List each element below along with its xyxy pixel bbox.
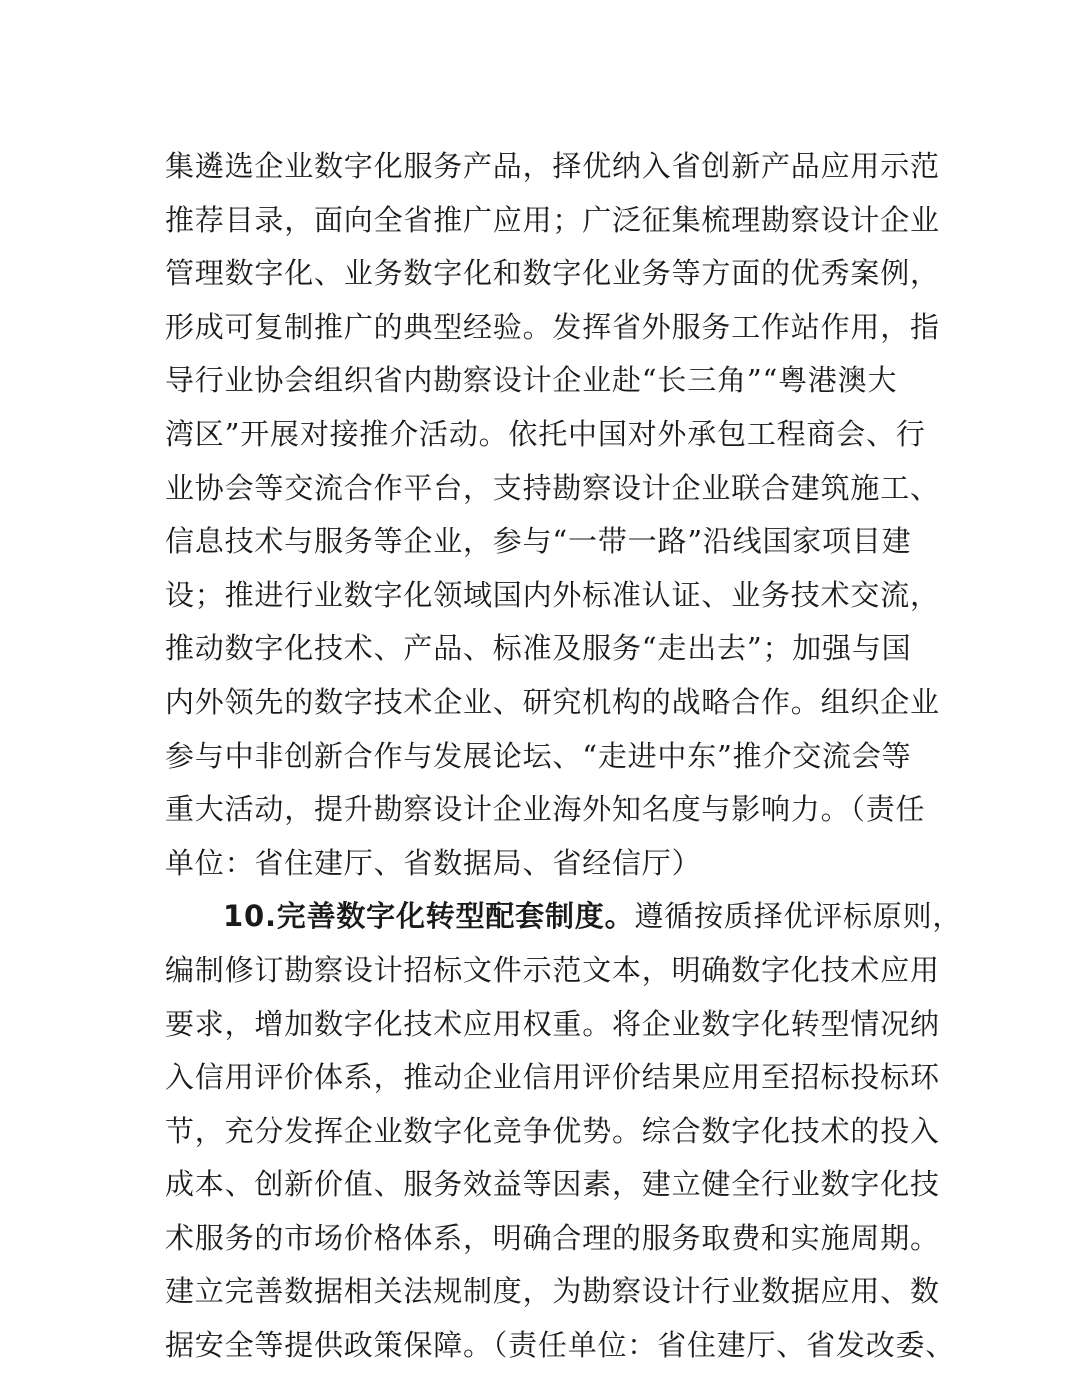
text-line: 建立完善数据相关法规制度，为勘察设计行业数据应用、数 bbox=[165, 1274, 940, 1309]
text-line: 节，充分发挥企业数字化竞争优势。综合数字化技术的投入 bbox=[165, 1113, 940, 1148]
section-heading: 10.完善数字化转型配套制度。 bbox=[223, 899, 635, 934]
text-line: 湾区”开展对接推介活动。依托中国对外承包工程商会、行 bbox=[165, 416, 926, 451]
paragraph-prev bbox=[165, 140, 940, 890]
text-line: 成本、创新价值、服务效益等因素，建立健全行业数字化技 bbox=[165, 1167, 940, 1202]
text-line: 参与中非创新合作与发展论坛、“走进中东”推介交流会等 bbox=[165, 738, 912, 773]
section-first-line-text: 遵循按质择优评标原则， bbox=[634, 899, 963, 934]
text-line: 推荐目录，面向全省推广应用；广泛征集梳理勘察设计企业 bbox=[165, 202, 940, 237]
text-line: 要求，增加数字化技术应用权重。将企业数字化转型情况纳 bbox=[165, 1006, 940, 1041]
text-line: 重大活动，提升勘察设计企业海外知名度与影响力。（责任 bbox=[165, 792, 926, 827]
text-line: 信息技术与服务等企业，参与“一带一路”沿线国家项目建 bbox=[165, 524, 912, 559]
text-line: 管理数字化、业务数字化和数字化业务等方面的优秀案例， bbox=[165, 256, 940, 291]
text-line: 内外领先的数字技术企业、研究机构的战略合作。组织企业 bbox=[165, 684, 940, 719]
text-line: 形成可复制推广的典型经验。发挥省外服务工作站作用，指 bbox=[165, 309, 940, 344]
document-body bbox=[165, 140, 963, 1373]
text-line: 单位：省住建厅、省数据局、省经信厅） bbox=[165, 845, 702, 880]
text-line: 推动数字化技术、产品、标准及服务“走出去”；加强与国 bbox=[165, 631, 912, 666]
section-10 bbox=[165, 890, 963, 1372]
section-heading-line bbox=[165, 890, 963, 944]
text-line: 导行业协会组织省内勘察设计企业赴“长三角”“粤港澳大 bbox=[165, 363, 898, 398]
text-line: 编制修订勘察设计招标文件示范文本，明确数字化技术应用 bbox=[165, 952, 940, 987]
text-line: 入信用评价体系，推动企业信用评价结果应用至招标投标环 bbox=[165, 1060, 940, 1095]
text-line: 集遴选企业数字化服务产品，择优纳入省创新产品应用示范 bbox=[165, 149, 940, 183]
text-line: 设；推进行业数字化领域国内外标准认证、业务技术交流， bbox=[165, 577, 940, 612]
text-line: 据安全等提供政策保障。（责任单位：省住建厅、省发改委、 bbox=[165, 1328, 956, 1363]
text-line: 术服务的市场价格体系，明确合理的服务取费和实施周期。 bbox=[165, 1220, 940, 1255]
text-line: 业协会等交流合作平台，支持勘察设计企业联合建筑施工、 bbox=[165, 470, 940, 505]
